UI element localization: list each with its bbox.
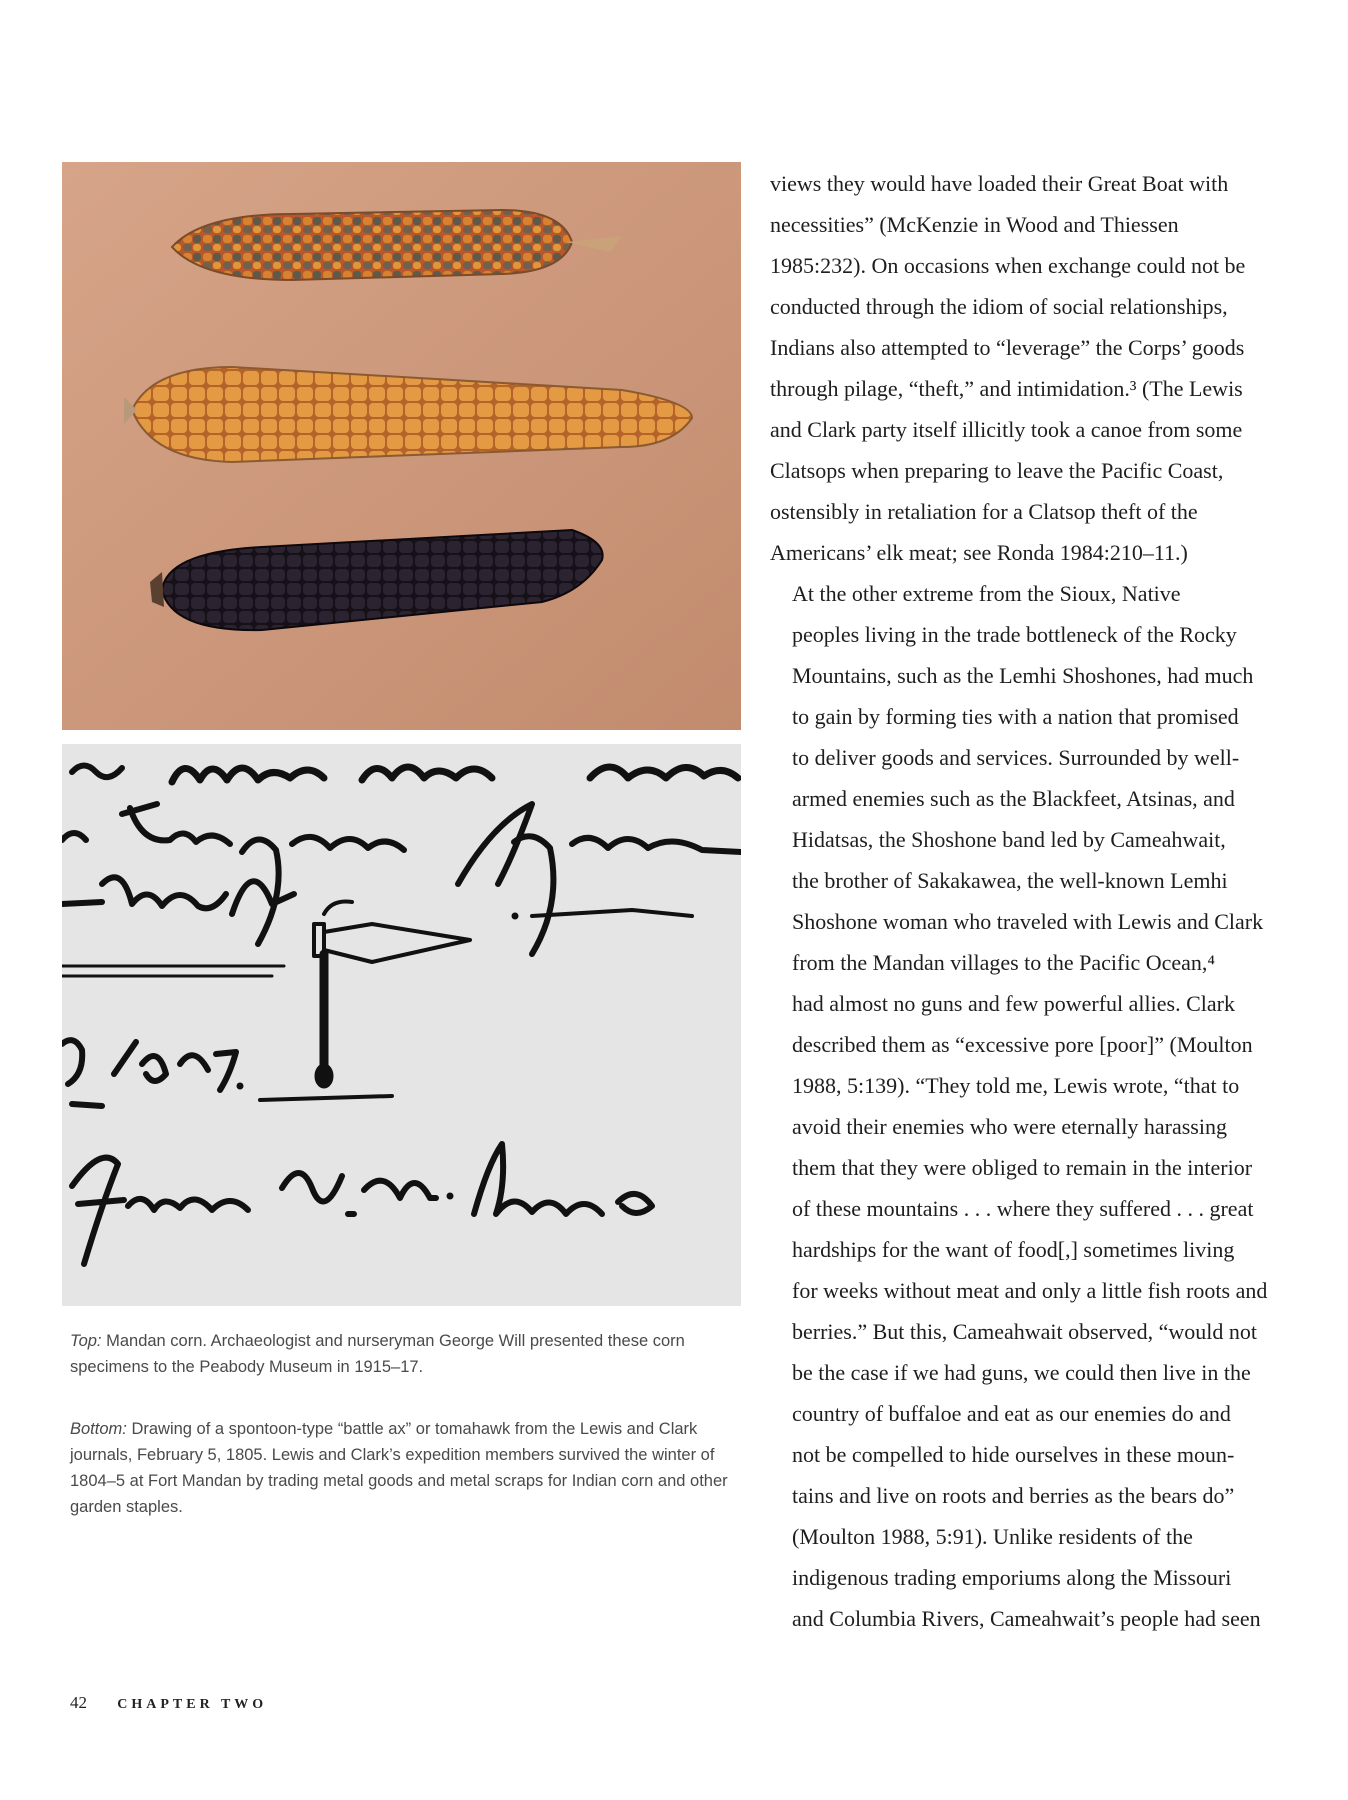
text-line: Hidatsas, the Shoshone band led by Cameahwait, bbox=[792, 827, 1226, 852]
text-line: Shoshone woman who traveled with Lewis and Clark bbox=[792, 909, 1264, 934]
text-line: country of buffaloe and eat as our enemies do and bbox=[792, 1401, 1231, 1426]
text-line: views they would have loaded their Great Boat with bbox=[770, 171, 1229, 196]
text-line: of these mountains . . . where they suffered . . . great bbox=[792, 1196, 1254, 1221]
caption-top-lead: Top: bbox=[70, 1332, 102, 1350]
text-line: At the other extreme from the Sioux, Native bbox=[792, 581, 1181, 606]
text-line: 1988, 5:139). “They told me, Lewis wrote, “that to bbox=[792, 1073, 1240, 1098]
page-number: 42 bbox=[70, 1693, 87, 1712]
paragraph-1 bbox=[770, 163, 1315, 573]
text-line: tains and live on roots and berries as the bears do” bbox=[792, 1483, 1235, 1508]
journal-photo bbox=[62, 744, 741, 1306]
caption-bottom bbox=[70, 1416, 730, 1520]
caption-top-text: Mandan corn. Archaeologist and nurseryman George Will presented these corn specimens to the Peabody Museum in 1915–17. bbox=[70, 1332, 685, 1376]
text-line: hardships for the want of food[,] sometimes living bbox=[792, 1237, 1235, 1262]
text-line: through pilage, “theft,” and intimidation.³ (The Lewis bbox=[770, 376, 1243, 401]
running-head-chapter: CHAPTER TWO bbox=[117, 1697, 268, 1712]
page-footer bbox=[70, 1693, 267, 1713]
text-line: peoples living in the trade bottleneck of the Rocky bbox=[792, 622, 1237, 647]
text-line: Clatsops when preparing to leave the Pacific Coast, bbox=[770, 458, 1224, 483]
text-line: conducted through the idiom of social relationships, bbox=[770, 294, 1228, 319]
text-line: armed enemies such as the Blackfeet, Atsinas, and bbox=[792, 786, 1235, 811]
text-line: to deliver goods and services. Surrounded by well- bbox=[792, 745, 1240, 770]
journal-drawing-illustration bbox=[62, 744, 741, 1306]
text-line: to gain by forming ties with a nation that promised bbox=[792, 704, 1239, 729]
text-line: described them as “excessive pore [poor]” (Moulton bbox=[792, 1032, 1253, 1057]
corn-illustration bbox=[62, 162, 741, 730]
text-line: and Columbia Rivers, Cameahwait’s people had seen bbox=[792, 1606, 1261, 1631]
body-text-column bbox=[770, 163, 1315, 1639]
text-line: berries.” But this, Cameahwait observed, “would not bbox=[792, 1319, 1257, 1344]
text-line: from the Mandan villages to the Pacific Ocean,⁴ bbox=[792, 950, 1216, 975]
text-line: had almost no guns and few powerful allies. Clark bbox=[792, 991, 1235, 1016]
text-line: Indians also attempted to “leverage” the Corps’ goods bbox=[770, 335, 1245, 360]
text-line: ostensibly in retaliation for a Clatsop theft of the bbox=[770, 499, 1198, 524]
text-line: (Moulton 1988, 5:91). Unlike residents of the bbox=[792, 1524, 1193, 1549]
text-line: them that they were obliged to remain in the interior bbox=[792, 1155, 1253, 1180]
caption-bottom-lead: Bottom: bbox=[70, 1420, 127, 1438]
text-line: avoid their enemies who were eternally harassing bbox=[792, 1114, 1227, 1139]
text-line: for weeks without meat and only a little fish roots and bbox=[792, 1278, 1268, 1303]
text-line: necessities” (McKenzie in Wood and Thiessen bbox=[770, 212, 1179, 237]
text-line: Mountains, such as the Lemhi Shoshones, had much bbox=[792, 663, 1254, 688]
text-line: not be compelled to hide ourselves in these moun- bbox=[792, 1442, 1235, 1467]
caption-top bbox=[70, 1328, 730, 1380]
corn-photo bbox=[62, 162, 741, 730]
paragraph-2 bbox=[770, 573, 1315, 1639]
text-line: and Clark party itself illicitly took a canoe from some bbox=[770, 417, 1243, 442]
caption-bottom-text: Drawing of a spontoon-type “battle ax” or tomahawk from the Lewis and Clark journals, February 5, 1805. Lewis and Clark’s expedition members survived the winter of 1804–5 at Fort Mandan by trading metal goods and metal scraps for Indian corn and other garden staples. bbox=[70, 1420, 728, 1516]
text-line: indigenous trading emporiums along the Missouri bbox=[792, 1565, 1232, 1590]
text-line: 1985:232). On occasions when exchange could not be bbox=[770, 253, 1246, 278]
text-line: the brother of Sakakawea, the well-known Lemhi bbox=[792, 868, 1228, 893]
text-line: Americans’ elk meat; see Ronda 1984:210–11.) bbox=[770, 540, 1188, 565]
text-line: be the case if we had guns, we could then live in the bbox=[792, 1360, 1251, 1385]
